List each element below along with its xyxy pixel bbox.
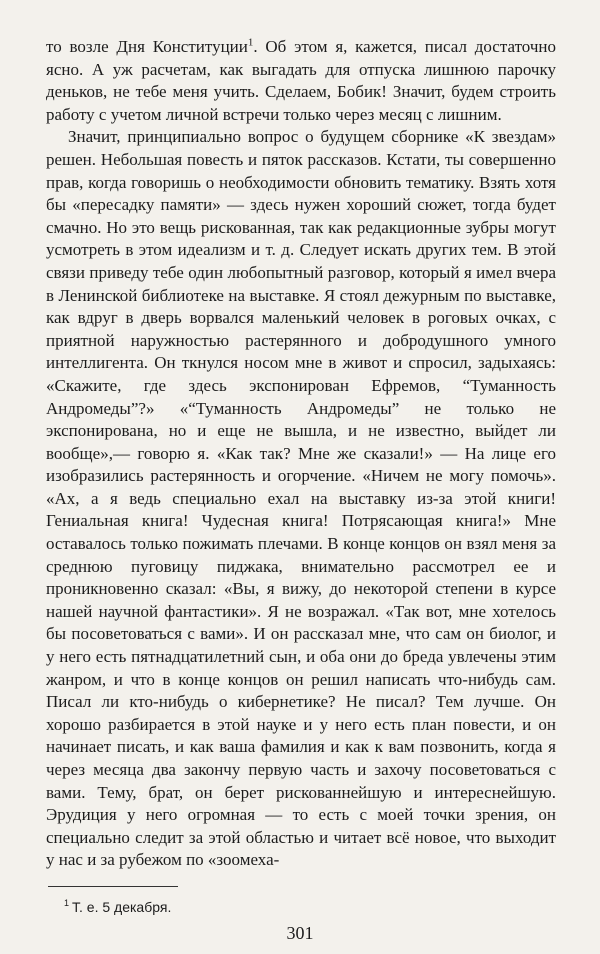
paragraph-2: Значит, принципиально вопрос о будущем сборнике «К звездам» решен. Небольшая повесть и пяток рассказов. Кстати, ты совершенно прав, когда говоришь о необходимости обновить тематику. Взять хотя бы «пересадку памяти» — здесь нужен хороший сюжет, тогда будет смачно. Но это вещь рискованная, так как редакционные зубры могут усмотреть в этом идеализм и т. д. Следует искать других тем. В этой связи приведу тебе один любопытный разговор, который я имел вчера в Ленинской библиотеке на выставке. Я стоял дежурным по выставке, как вдруг в дверь ворвался маленький человек в роговых очках, с приятной наружностью растерянного и добродушного умного интеллигента. Он ткнулся носом мне в живот и спросил, задыхаясь: «Скажите, где здесь экспонирован Ефремов, “Туманность Андромеды”?» «“Туманность Андромеды” не только не экспонирована, но и еще не вышла, и не известно, выйдет ли вообще»,— говорю я. «Как так? Мне же сказали!» — На лице его изобразились растерянность и огорчение. «Ничем не могу помочь». «Ах, а я ведь специально ехал на выставку из-за этой книги! Гениальная книга! Чудесная книга! Потрясающая книга!» Мне оставалось только пожимать плечами. В конце концов он взял меня за среднюю пуговицу пиджака, внимательно рассмотрел ее и проникновенно сказал: «Вы, я вижу, до некоторой степени в курсе нашей научной фантастики». Я не возражал. «Так вот, мне хотелось бы посоветоваться с вами». И он рассказал мне, что сам он биолог, и у него есть пятнадцатилетний сын, и оба они до бреда увлечены этим жанром, и что в конце концов он решил написать что-нибудь сам. Писал ли кто-нибудь о кибернетике? Не писал? Тем лучше. Он хорошо разбирается в этой науке и у него есть план повести, и он начинает писать, и как ваша фамилия и как к вам позвонить, когда я через месяца два закончу первую часть и захочу посоветоваться с вами. Тему, брат, он берет рискованнейшую и интереснейшую. Эрудиция у него огромная — то есть с моей точки зрения, он специально следит за этой областью и читает всё новое, что выходит у нас и за рубежом по «зоомеха- [46, 127, 556, 870]
footnote-reference[interactable]: 1 [247, 36, 254, 49]
footnote-marker: 1 [64, 898, 70, 909]
page-number: 301 [286, 923, 314, 943]
paragraph-1-rest: . Об этом я, кажется, писал достаточно ясно. А уж расчетам, как выгадать для отпуска лишнюю парочку деньков, не тебе меня учить. Сделаем, Бобик! Значит, будем строить работу с учетом личной встречи только через месяц с лишним. [46, 37, 556, 124]
footnote [64, 898, 171, 916]
footnote-divider [48, 886, 178, 887]
main-text [46, 36, 556, 872]
footnote-text: Т. е. 5 декабря. [72, 899, 172, 915]
paragraph-1 [46, 36, 556, 126]
paragraph-1-start: то возле Дня Конституции [46, 37, 248, 56]
